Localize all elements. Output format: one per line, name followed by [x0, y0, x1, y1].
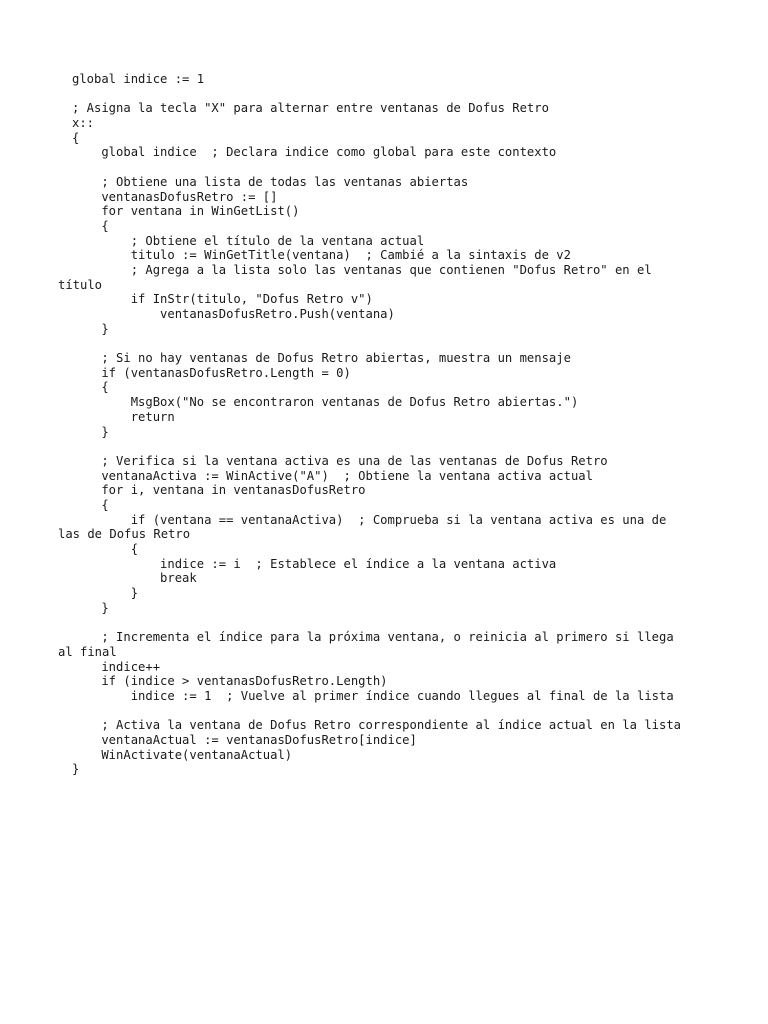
code-line: }: [72, 586, 139, 601]
code-line: if InStr(titulo, "Dofus Retro v"): [72, 292, 373, 307]
code-line: if (indice > ventanasDofusRetro.Length): [72, 674, 388, 689]
code-line: if (ventanasDofusRetro.Length = 0): [72, 365, 351, 380]
code-line: if (ventana == ventanaActiva) ; Comprueba si la ventana activa es una de: [72, 512, 667, 527]
code-line: indice := i ; Establece el índice a la ventana activa: [72, 556, 557, 571]
code-line: ventanasDofusRetro.Push(ventana): [72, 307, 395, 321]
code-line: }: [72, 600, 109, 615]
code-line: for i, ventana in ventanasDofusRetro: [72, 483, 366, 498]
code-line: ; Asigna la tecla "X" para alternar entre ventanas de Dofus Retro: [72, 101, 549, 116]
code-line: titulo := WinGetTitle(ventana) ; Cambié a la sintaxis de v2: [72, 248, 571, 263]
code-line: global indice ; Declara indice como global para este contexto: [72, 145, 557, 160]
code-line: }: [72, 762, 80, 777]
code-line: ; Obtiene el título de la ventana actual: [72, 233, 425, 248]
code-line: [72, 439, 712, 454]
code-line: MsgBox("No se encontraron ventanas de Dofus Retro abiertas."): [72, 395, 579, 410]
code-line: [72, 615, 712, 630]
code-line: for ventana in WinGetList(): [72, 204, 300, 219]
code-line: {: [72, 380, 109, 395]
code-line: [72, 160, 712, 175]
code-line: global indice := 1: [72, 72, 205, 86]
code-line: {: [72, 130, 80, 145]
code-line: ; Agrega a la lista solo las ventanas que contienen "Dofus Retro" en el: [72, 262, 652, 277]
code-line-wrapped: al final: [58, 644, 117, 659]
code-line: ; Incrementa el índice para la próxima ventana, o reinicia al primero si llega: [72, 630, 674, 645]
code-block: [58, 72, 712, 777]
code-line: return: [72, 409, 175, 424]
code-line: ventanasDofusRetro := []: [72, 189, 278, 204]
code-line-wrapped: título: [58, 277, 103, 292]
code-line: x::: [72, 116, 95, 131]
code-line: ; Obtiene una lista de todas las ventanas abiertas: [72, 174, 469, 189]
code-line: {: [72, 542, 139, 556]
code-line: indice := 1 ; Vuelve al primer índice cuando llegues al final de la lista: [72, 688, 674, 703]
code-line: [72, 87, 712, 102]
code-line: ventanaActiva := WinActive("A") ; Obtiene la ventana activa actual: [72, 468, 593, 483]
code-line: }: [72, 321, 109, 336]
code-line: break: [72, 571, 197, 586]
code-line: {: [72, 497, 109, 512]
code-line: ; Si no hay ventanas de Dofus Retro abiertas, muestra un mensaje: [72, 351, 571, 366]
code-line: ; Verifica si la ventana activa es una de las ventanas de Dofus Retro: [72, 453, 608, 468]
code-line: {: [72, 218, 109, 233]
code-line: ventanaActual := ventanasDofusRetro[indice]: [72, 732, 417, 747]
code-line: ; Activa la ventana de Dofus Retro correspondiente al índice actual en la lista: [72, 718, 682, 733]
code-line: [72, 336, 712, 351]
code-line: }: [72, 424, 109, 439]
code-line-wrapped: las de Dofus Retro: [58, 527, 191, 542]
code-line: indice++: [72, 659, 161, 674]
code-line: WinActivate(ventanaActual): [72, 747, 293, 762]
code-line: [72, 704, 712, 719]
